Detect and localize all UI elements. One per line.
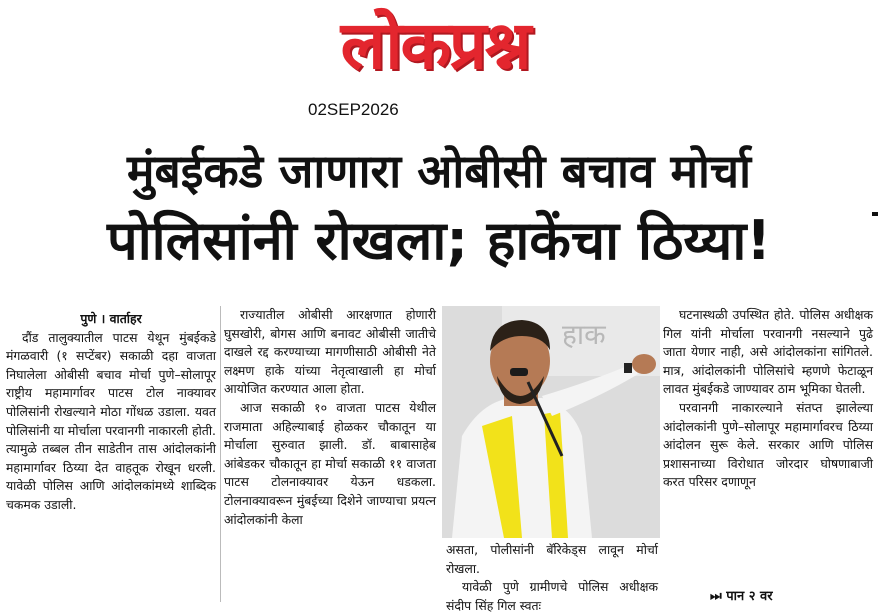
issue-date: 02SEP2026 (308, 100, 399, 119)
continued-on-page-link[interactable]: ⏭ पान २ वर (710, 589, 773, 604)
headline-line-2: पोलिसांनी रोखला; हाकेंचा ठिय्या! (107, 209, 771, 272)
news-photo (442, 306, 660, 538)
masthead-logo (290, 4, 580, 96)
banner-text: हाक (562, 318, 606, 351)
paragraph: दौंड तालुक्यातील पाटस येथून मुंबईकडे मंगळवारी (१ सप्टेंबर) सकाळी दहा वाजता निघालेला ओबीसी बचाव मोर्चा पुणे–सोलापूर राष्ट्रीय महामार्गावर पाटस टोल नाक्यावर पोलिसांनी रोखल्याने मोठा गोंधळ उडाला. यवत पोलिसांनी या मोर्चाला परवानगी नाकारली होती. त्यामुळे तब्बल तीन साडेतीन तास आंदोलकांनी महामार्गावर ठिय्या देत वाहतूक रोखून धरली. यावेळी पोलिस आणि आंदोलकांमध्ये शाब्दिक चकमक उडाली. (6, 329, 216, 512)
paragraph: असता, पोलीसांनी बॅरिकेड्स लावून मोर्चा रोखला. (446, 542, 658, 576)
photo-illustration (442, 306, 660, 538)
article-column-3 (663, 306, 873, 492)
headline-line-1: मुंबईकडे जाणारा ओबीसी बचाव मोर्चा (126, 144, 752, 198)
article-column-center (446, 541, 658, 615)
paragraph: राज्यातील ओबीसी आरक्षणात होणारी घुसखोरी, बोगस आणि बनावट ओबीसी जातीचे दाखले रद्द करण्याच्या मागणीसाठी ओबीसी नेते लक्ष्मण हाके यांच्या नेतृत्वाखाली हा मोर्चा आयोजित करण्यात आला होता. (224, 307, 436, 397)
edge-mark (872, 212, 878, 216)
paragraph: घटनास्थळी उपस्थित होते. पोलिस अधीक्षक गिल यांनी मोर्चाला परवानगी नसल्याने पुढे जाता येणार नाही, असे आंदोलकांना सांगितले. मात्र, आंदोलकांनी पोलिसांचे म्हणणे फेटाळून लावत मुंबईकडे जाण्यावर ठाम भूमिका घेतली. (663, 307, 873, 397)
dateline: पुणे । वार्ताहर (80, 311, 142, 326)
column-divider (220, 306, 221, 602)
masthead-title: लोकप्रश्न (340, 7, 530, 84)
article-column-2 (224, 306, 436, 529)
paragraph: यावेळी पुणे ग्रामीणचे पोलिस अधीक्षक संदीप सिंह गिल स्वतः (446, 579, 658, 613)
paragraph: आज सकाळी १० वाजता पाटस येथील राजमाता अहिल्याबाई होळकर चौकातून या मोर्चाला सुरुवात झाली. डॉ. बाबासाहेब आंबेडकर चौकातून हा मोर्चा सकाळी ११ वाजता पाटस टोलनाक्यावर येऊन धडकला. टोलनाक्यावरून मुंबईच्या दिशेने जाण्याचा प्रयत्न आंदोलकांनी केला (224, 399, 436, 527)
article-column-1 (6, 310, 216, 515)
paragraph: परवानगी नाकारल्याने संतप्त झालेल्या आंदोलकांनी पुणे–सोलापूर महामार्गावरच ठिय्या आंदोलन सुरू केले. सरकार आणि पोलिस प्रशासनाच्या विरोधात जोरदार घोषणाबाजी करत परिसर दणाणून (663, 399, 873, 490)
